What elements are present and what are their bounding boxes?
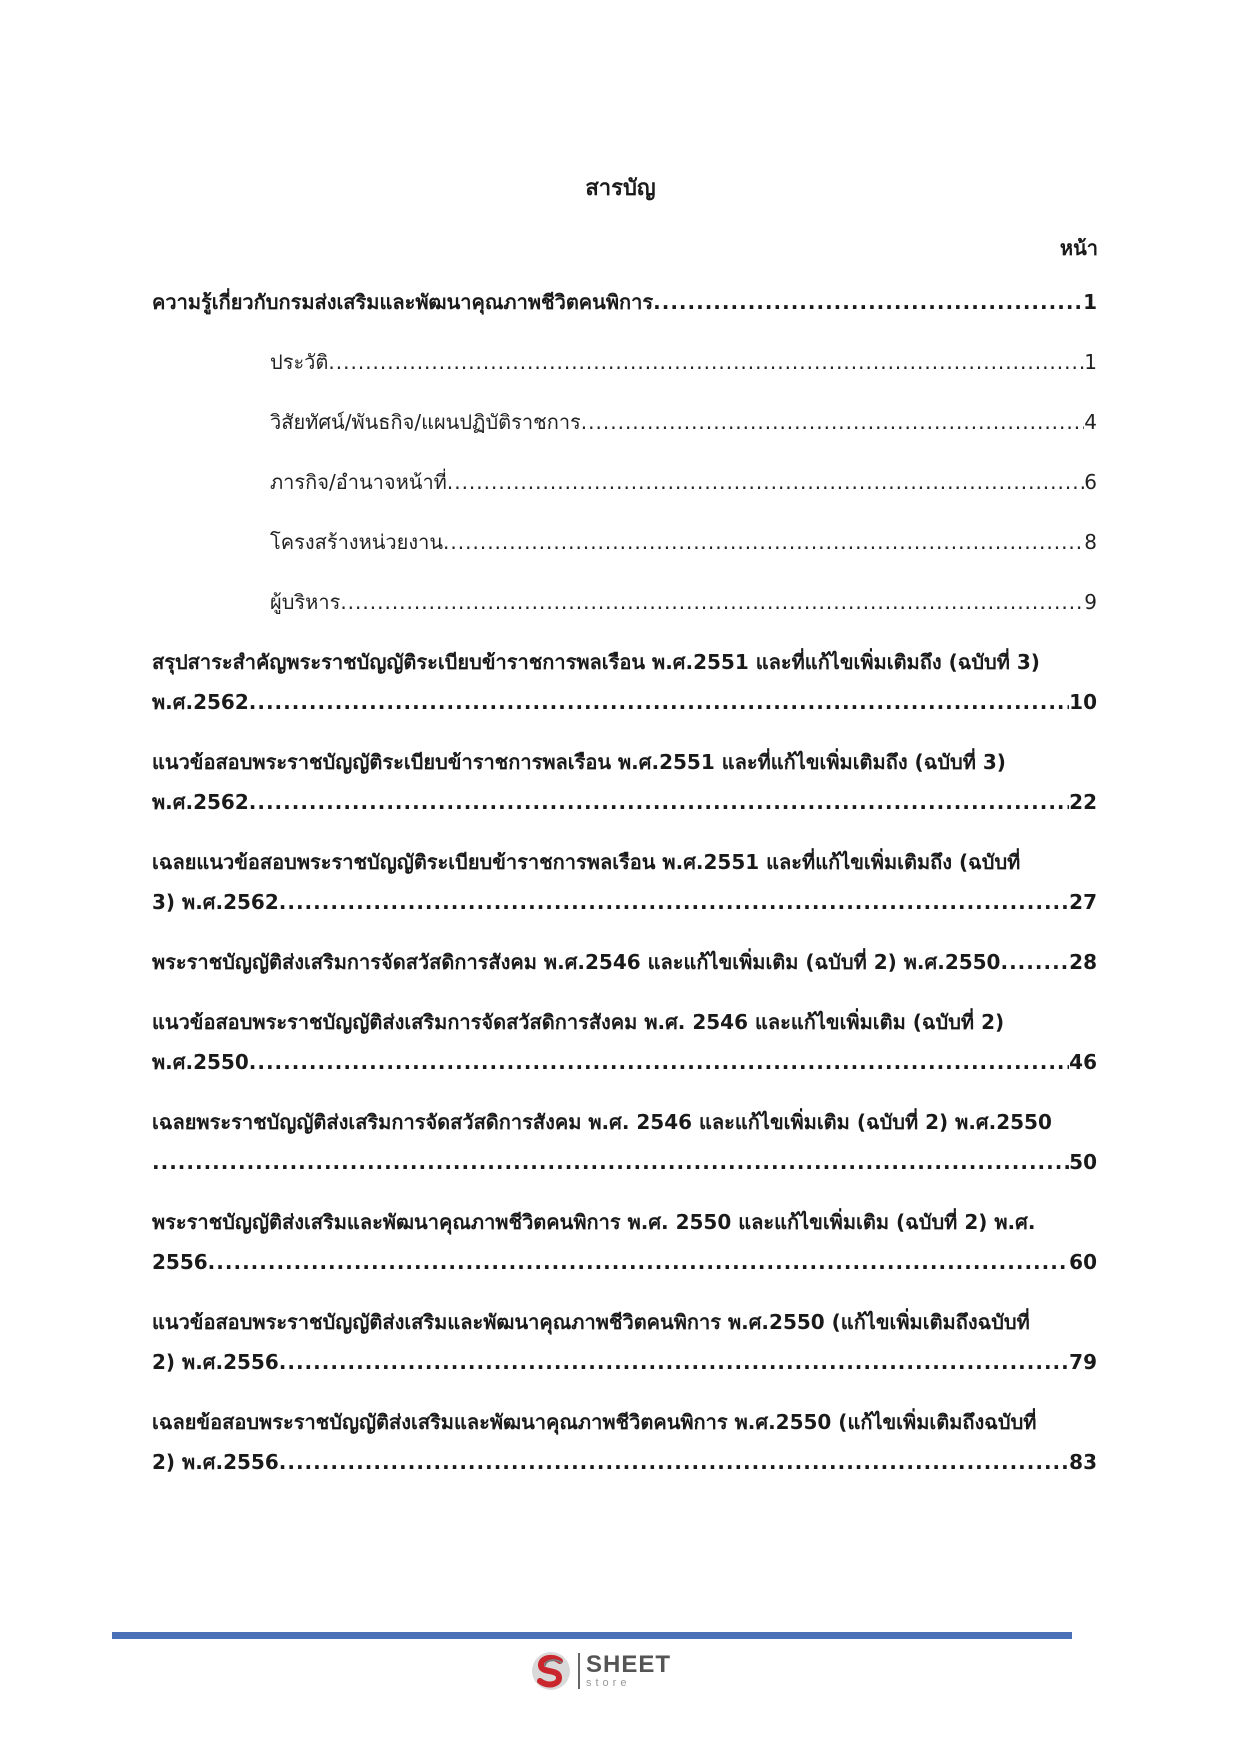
toc-entry (152, 1302, 1097, 1382)
toc-page-number: 9 (1084, 590, 1097, 614)
dot-leader (279, 1342, 1069, 1382)
toc-entry-text: พ.ศ.2550 (152, 1050, 249, 1074)
footer-logo (530, 1648, 671, 1694)
toc-entry-text: แนวข้อสอบพระราชบัญญัติส่งเสริมและพัฒนาคุณภาพชีวิตคนพิการ พ.ศ.2550 (แก้ไขเพิ่มเติมถึงฉบับที่ (152, 1310, 1030, 1334)
brand-wordmark (578, 1653, 671, 1689)
toc-entry (152, 1202, 1097, 1282)
dot-leader (279, 1442, 1069, 1482)
brand-sub: store (586, 1677, 631, 1689)
table-of-contents (152, 282, 1097, 1502)
toc-page-number: 50 (1069, 1150, 1097, 1174)
page-title: สารบัญ (585, 176, 656, 201)
dot-leader (443, 522, 1084, 562)
brand-word: SHEET (586, 1651, 672, 1678)
toc-entry-text: พระราชบัญญัติส่งเสริมการจัดสวัสดิการสังคม พ.ศ.2546 และแก้ไขเพิ่มเติม (ฉบับที่ 2) พ.ศ.2550 (152, 950, 1001, 974)
toc-page-number: 22 (1069, 790, 1097, 814)
dot-leader (279, 882, 1069, 922)
dot-leader (328, 342, 1084, 382)
toc-entry (152, 282, 1097, 322)
toc-page-number: 1 (1084, 350, 1097, 374)
toc-page-number: 8 (1084, 530, 1097, 554)
toc-page-number: 60 (1069, 1250, 1097, 1274)
toc-entry-text: เฉลยพระราชบัญญัติส่งเสริมการจัดสวัสดิการสังคม พ.ศ. 2546 และแก้ไขเพิ่มเติม (ฉบับที่ 2) พ.ศ.2550 (152, 1110, 1052, 1134)
dot-leader (1000, 942, 1069, 982)
dot-leader (653, 282, 1083, 322)
toc-page-number: 28 (1069, 950, 1097, 974)
toc-entry-text: ผู้บริหาร (270, 590, 341, 614)
toc-page-number: 79 (1069, 1350, 1097, 1374)
toc-entry (152, 942, 1097, 982)
toc-entry-text: เฉลยข้อสอบพระราชบัญญัติส่งเสริมและพัฒนาคุณภาพชีวิตคนพิการ พ.ศ.2550 (แก้ไขเพิ่มเติมถึงฉบับที่ (152, 1410, 1037, 1434)
toc-entry-text: ความรู้เกี่ยวกับกรมส่งเสริมและพัฒนาคุณภาพชีวิตคนพิการ (152, 290, 654, 314)
toc-entry (152, 402, 1097, 442)
dot-leader (249, 682, 1069, 722)
page-column-label: หน้า (1059, 236, 1098, 260)
toc-page-number: 83 (1069, 1450, 1097, 1474)
toc-entry-text: พ.ศ.2562 (152, 690, 249, 714)
toc-entry (152, 1002, 1097, 1082)
toc-entry-text: พ.ศ.2562 (152, 790, 249, 814)
toc-entry-text: 2) พ.ศ.2556 (152, 1450, 279, 1474)
dot-leader (152, 1142, 1069, 1182)
toc-entry-text: 2556 (152, 1250, 208, 1274)
dot-leader (208, 1242, 1069, 1282)
toc-entry (152, 1402, 1097, 1482)
sheet-store-s-logo-icon (530, 1649, 572, 1693)
dot-leader (447, 462, 1084, 502)
footer-divider (112, 1632, 1072, 1639)
toc-entry-text: วิสัยทัศน์/พันธกิจ/แผนปฏิบัติราชการ (270, 410, 581, 434)
toc-entry (152, 742, 1097, 822)
toc-entry (152, 582, 1097, 622)
toc-entry-text: พระราชบัญญัติส่งเสริมและพัฒนาคุณภาพชีวิตคนพิการ พ.ศ. 2550 และแก้ไขเพิ่มเติม (ฉบับที่ 2) พ.ศ. (152, 1210, 1036, 1234)
toc-entry (152, 522, 1097, 562)
dot-leader (581, 402, 1084, 442)
toc-page-number: 6 (1084, 470, 1097, 494)
toc-entry-text: ภารกิจ/อำนาจหน้าที่ (270, 470, 447, 494)
toc-entry-text: 3) พ.ศ.2562 (152, 890, 279, 914)
toc-page-number: 1 (1083, 290, 1097, 314)
toc-entry (152, 642, 1097, 722)
dot-leader (249, 1042, 1069, 1082)
dot-leader (249, 782, 1069, 822)
toc-entry-text: แนวข้อสอบพระราชบัญญัติระเบียบข้าราชการพลเรือน พ.ศ.2551 และที่แก้ไขเพิ่มเติมถึง (ฉบับที่ 3) (152, 750, 1006, 774)
toc-entry-text: แนวข้อสอบพระราชบัญญัติส่งเสริมการจัดสวัสดิการสังคม พ.ศ. 2546 และแก้ไขเพิ่มเติม (ฉบับที่ 2) (152, 1010, 1005, 1034)
toc-entry-text: เฉลยแนวข้อสอบพระราชบัญญัติระเบียบข้าราชการพลเรือน พ.ศ.2551 และที่แก้ไขเพิ่มเติมถึง (ฉบับที่ (152, 850, 1021, 874)
toc-entry (152, 1102, 1097, 1182)
toc-entry (152, 842, 1097, 922)
toc-entry-text: 2) พ.ศ.2556 (152, 1350, 279, 1374)
toc-page-number: 10 (1069, 690, 1097, 714)
toc-entry (152, 462, 1097, 502)
toc-page-number: 46 (1069, 1050, 1097, 1074)
toc-entry-text: ประวัติ (270, 350, 329, 374)
dot-leader (340, 582, 1084, 622)
toc-entry-text: โครงสร้างหน่วยงาน (270, 530, 444, 554)
toc-entry (152, 342, 1097, 382)
toc-page-number: 27 (1069, 890, 1097, 914)
toc-page-number: 4 (1084, 410, 1097, 434)
toc-entry-text: สรุปสาระสำคัญพระราชบัญญัติระเบียบข้าราชการพลเรือน พ.ศ.2551 และที่แก้ไขเพิ่มเติมถึง (ฉบับที่ 3) (152, 650, 1040, 674)
